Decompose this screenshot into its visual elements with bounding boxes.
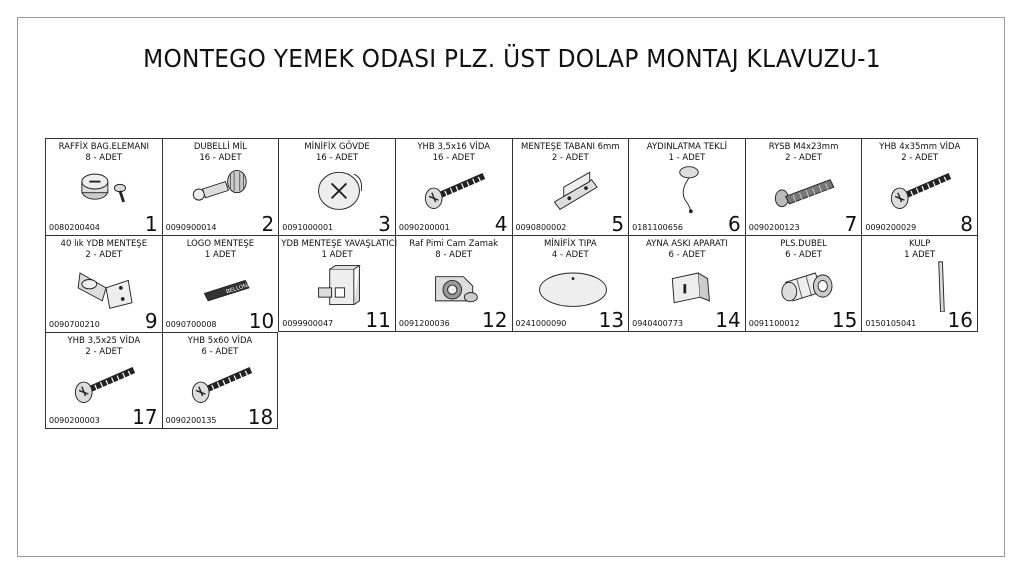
part-cell-17 [45, 332, 162, 429]
part-code: 0090200029 [865, 223, 917, 232]
part-number: 16 [947, 308, 973, 332]
part-number: 5 [611, 212, 625, 236]
part-code: 0080200404 [49, 223, 100, 232]
part-quantity: 1 - ADET [668, 153, 706, 163]
part-quantity: 8 - ADET [85, 153, 123, 163]
part-cell-6 [628, 138, 745, 235]
part-name: LOGO MENTEŞE [186, 239, 255, 249]
part-code: 0241000090 [515, 319, 567, 328]
handle-icon [882, 260, 962, 312]
part-number: 11 [365, 308, 391, 332]
part-code: 0090200135 [165, 416, 217, 425]
part-cell-7 [745, 138, 862, 235]
screw-icon [66, 357, 146, 409]
part-quantity: 1 ADET [904, 250, 936, 260]
part-name: KULP [908, 239, 931, 249]
part-name: RYSB M4x23mm [768, 142, 839, 152]
cam-lock-icon [66, 163, 146, 215]
hinge-icon [66, 260, 146, 312]
screw-icon [416, 163, 496, 215]
part-quantity: 2 - ADET [901, 153, 939, 163]
part-number: 17 [132, 405, 158, 429]
part-code: 0091000001 [282, 223, 334, 232]
logo-plate-icon [183, 260, 263, 312]
part-name: RAFFİX BAG.ELEMANI [58, 142, 150, 152]
part-code: 0090800002 [515, 223, 567, 232]
dowel-pin-icon [183, 163, 263, 215]
logo-text: BELLONA [225, 281, 252, 296]
plastic-dowel-icon [766, 260, 846, 312]
part-code: 0940400773 [632, 319, 684, 328]
part-code: 0091200036 [398, 319, 450, 328]
part-name: MİNİFİX TIPA [543, 239, 597, 249]
part-quantity: 6 - ADET [668, 250, 706, 260]
part-name: YHB 3,5x25 VİDA [67, 336, 141, 346]
part-name: YHB 5x60 VİDA [187, 336, 253, 346]
part-number: 7 [844, 212, 858, 236]
part-cell-1 [45, 138, 162, 235]
part-name: AYDINLATMA TEKLİ [646, 142, 728, 152]
part-code: 0090900014 [165, 223, 217, 232]
part-name: 40 lık YDB MENTEŞE [60, 239, 148, 249]
part-code: 0181100656 [632, 223, 684, 232]
part-number: 14 [715, 308, 741, 332]
soft-close-icon [299, 260, 379, 312]
part-cell-12 [395, 235, 512, 332]
part-number: 6 [728, 212, 741, 236]
part-quantity: 2 - ADET [85, 347, 123, 357]
part-code: 0090200003 [49, 416, 100, 425]
part-quantity: 2 - ADET [551, 153, 589, 163]
part-quantity: 1 ADET [321, 250, 353, 260]
part-name: MİNİFİX GÖVDE [304, 142, 370, 152]
bolt-icon [766, 163, 846, 215]
part-quantity: 2 - ADET [785, 153, 822, 163]
shelf-pin-icon [416, 260, 496, 312]
part-cell-16 [861, 235, 978, 332]
part-name: AYNA ASKI APARATI [646, 239, 728, 249]
part-code: 0090700210 [49, 320, 100, 329]
part-quantity: 4 - ADET [551, 250, 589, 260]
part-name: Raf Pimi Cam Zamak [409, 239, 499, 249]
part-number: 15 [831, 308, 858, 332]
part-number: 2 [261, 212, 275, 236]
part-quantity: 6 - ADET [785, 250, 822, 260]
part-quantity: 16 - ADET [432, 153, 475, 163]
part-code: 0090200001 [398, 223, 450, 232]
part-quantity: 6 - ADET [201, 347, 239, 357]
part-cell-2 [162, 138, 279, 235]
part-number: 12 [482, 308, 508, 332]
part-cell-10 [162, 235, 279, 332]
screw-icon [183, 357, 263, 409]
part-quantity: 16 - ADET [315, 153, 359, 163]
part-number: 9 [144, 309, 158, 333]
spot-light-icon [649, 163, 729, 215]
part-code: 0090700008 [165, 320, 217, 329]
part-cell-11 [278, 235, 398, 332]
part-name: MENTEŞE TABANI 6mm [521, 142, 620, 152]
part-name: YDB MENTEŞE YAVAŞLATICI [281, 239, 398, 249]
parts-grid [45, 138, 978, 429]
part-number: 4 [494, 212, 508, 236]
page-title: MONTEGO YEMEK ODASI PLZ. ÜST DOLAP MONTAJ KLAVUZU-1 [143, 44, 881, 73]
mirror-hanger-icon [649, 260, 729, 312]
part-name: PLS.DUBEL [780, 239, 827, 249]
part-quantity: 1 ADET [204, 250, 236, 260]
minifix-body-icon [299, 163, 379, 215]
part-cell-13 [512, 235, 629, 332]
cap-icon [533, 260, 613, 312]
part-number: 1 [144, 212, 158, 236]
part-number: 13 [598, 308, 625, 332]
part-quantity: 8 - ADET [435, 250, 473, 260]
part-code: 0099900047 [282, 319, 334, 328]
screw-icon [882, 163, 962, 215]
part-name: YHB 4x35mm VİDA [879, 142, 961, 152]
part-code: 0150105041 [865, 319, 917, 328]
part-code: 0091100012 [748, 319, 800, 328]
part-cell-18 [162, 332, 279, 429]
part-cell-14 [628, 235, 745, 332]
part-cell-9 [45, 235, 162, 332]
part-number: 10 [248, 309, 275, 333]
part-quantity: 16 - ADET [199, 153, 242, 163]
part-quantity: 2 - ADET [85, 250, 123, 260]
part-number: 3 [378, 212, 391, 236]
part-cell-15 [745, 235, 862, 332]
part-number: 18 [247, 405, 274, 429]
part-cell-5 [512, 138, 629, 235]
part-name: YHB 3,5x16 VİDA [417, 142, 491, 152]
part-name: DUBELLİ MİL [193, 142, 248, 152]
part-cell-3 [278, 138, 395, 235]
part-cell-4 [395, 138, 512, 235]
hinge-plate-icon [533, 163, 613, 215]
part-cell-8 [861, 138, 978, 235]
part-code: 0090200123 [748, 223, 800, 232]
part-number: 8 [960, 212, 973, 236]
